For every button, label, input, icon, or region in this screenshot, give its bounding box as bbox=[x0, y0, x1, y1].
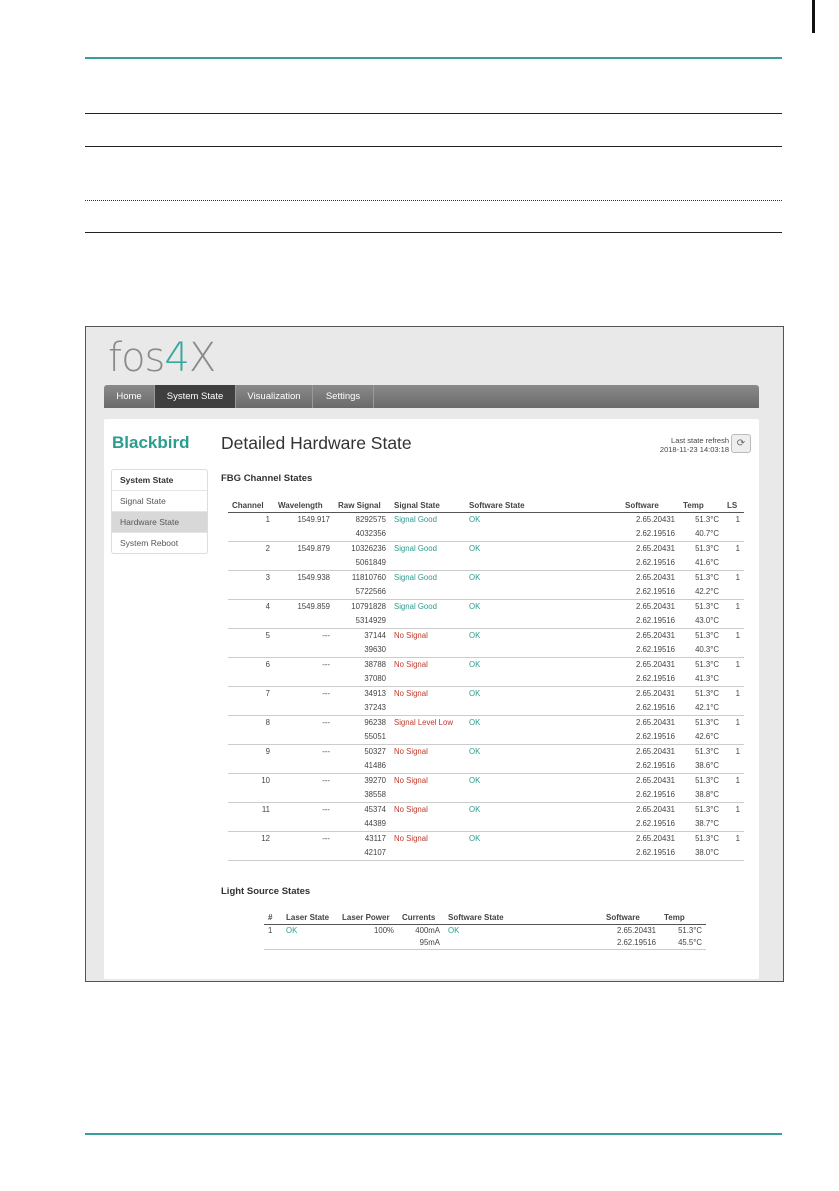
raw-signal-cell: 10326236 5061849 bbox=[351, 544, 386, 567]
light-source-section-title: Light Source States bbox=[221, 886, 311, 897]
raw-signal-cell: 10791828 5314929 bbox=[351, 602, 386, 625]
channel-cell: 5 bbox=[265, 631, 270, 640]
sidebar-item-hardware-state[interactable]: Hardware State bbox=[112, 511, 207, 532]
refresh-time: 2018-11-23 14:03:18 bbox=[659, 445, 729, 454]
table-rule-dotted bbox=[85, 200, 782, 201]
channel-cell: 8 bbox=[265, 718, 270, 727]
table-rule-header bbox=[85, 146, 782, 147]
page-title: Detailed Hardware State bbox=[221, 433, 412, 453]
wavelength-cell: --- bbox=[322, 718, 330, 727]
table-row bbox=[264, 925, 706, 950]
currents-cell: 400mA 95mA bbox=[415, 926, 440, 947]
channel-cell: 11 bbox=[261, 805, 270, 814]
fos4x-logo: fos4X bbox=[108, 335, 216, 381]
software-state-cell: OK bbox=[469, 660, 481, 669]
table-row bbox=[228, 774, 744, 803]
col-header: Software bbox=[602, 910, 660, 925]
software-version-cell: 2.65.20431 2.62.19516 bbox=[635, 776, 675, 799]
software-state-cell: OK bbox=[469, 689, 481, 698]
col-header: Temp bbox=[660, 910, 706, 925]
signal-state-cell: No Signal bbox=[394, 689, 428, 698]
software-state-cell: OK bbox=[469, 515, 481, 524]
channel-cell: 2 bbox=[265, 544, 270, 553]
ls-cell: 1 bbox=[735, 515, 740, 524]
software-version-cell: 2.65.20431 2.62.19516 bbox=[635, 515, 675, 538]
ls-cell: 1 bbox=[735, 573, 740, 582]
temp-cell: 51.3°C 38.6°C bbox=[695, 747, 719, 770]
table-row bbox=[228, 716, 744, 745]
col-header: Wavelength bbox=[274, 499, 334, 513]
raw-signal-cell: 96238 55051 bbox=[364, 718, 386, 741]
table-row bbox=[228, 513, 744, 542]
sidebar-item-signal-state[interactable]: Signal State bbox=[112, 490, 207, 511]
ls-cell: 1 bbox=[735, 631, 740, 640]
software-version-cell: 2.65.20431 2.62.19516 bbox=[635, 631, 675, 654]
raw-signal-cell: 43117 42107 bbox=[364, 834, 386, 857]
channel-cell: 4 bbox=[265, 602, 270, 611]
ls-cell: 1 bbox=[735, 776, 740, 785]
channel-cell: 10 bbox=[261, 776, 270, 785]
channel-cell: 3 bbox=[265, 573, 270, 582]
temp-cell: 51.3°C 45.5°C bbox=[678, 926, 702, 947]
software-version-cell: 2.65.20431 2.62.19516 bbox=[635, 747, 675, 770]
footer-rule bbox=[85, 1133, 782, 1135]
page-edge-mark bbox=[812, 0, 815, 33]
wavelength-cell: 1549.859 bbox=[297, 602, 330, 611]
ls-cell: 1 bbox=[735, 747, 740, 756]
wavelength-cell: --- bbox=[322, 689, 330, 698]
signal-state-cell: No Signal bbox=[394, 660, 428, 669]
ls-cell: 1 bbox=[735, 689, 740, 698]
software-version-cell: 2.65.20431 2.62.19516 bbox=[635, 602, 675, 625]
ls-cell: 1 bbox=[735, 544, 740, 553]
table-rule-bottom bbox=[85, 232, 782, 233]
wavelength-cell: --- bbox=[322, 834, 330, 843]
software-version-cell: 2.65.20431 2.62.19516 bbox=[635, 689, 675, 712]
brand-title: Blackbird bbox=[112, 433, 190, 452]
software-state-cell: OK bbox=[469, 718, 481, 727]
temp-cell: 51.3°C 38.0°C bbox=[695, 834, 719, 857]
raw-signal-cell: 8292575 4032356 bbox=[355, 515, 386, 538]
ls-cell: 1 bbox=[735, 805, 740, 814]
laser-power-cell: 100% bbox=[374, 926, 394, 935]
ls-cell: 1 bbox=[735, 718, 740, 727]
software-state-cell: OK bbox=[469, 631, 481, 640]
nav-home[interactable]: Home bbox=[104, 385, 155, 408]
temp-cell: 51.3°C 40.7°C bbox=[695, 515, 719, 538]
table-row bbox=[228, 629, 744, 658]
table-row bbox=[228, 658, 744, 687]
col-header: # bbox=[264, 910, 282, 925]
channel-cell: 9 bbox=[265, 747, 270, 756]
raw-signal-cell: 39270 38558 bbox=[364, 776, 386, 799]
temp-cell: 51.3°C 42.6°C bbox=[695, 718, 719, 741]
channel-cell: 1 bbox=[265, 515, 270, 524]
wavelength-cell: --- bbox=[322, 631, 330, 640]
wavelength-cell: 1549.879 bbox=[297, 544, 330, 553]
signal-state-cell: Signal Good bbox=[394, 573, 437, 582]
raw-signal-cell: 45374 44389 bbox=[364, 805, 386, 828]
wavelength-cell: 1549.938 bbox=[297, 573, 330, 582]
col-header: Channel bbox=[228, 499, 274, 513]
raw-signal-cell: 50327 41486 bbox=[364, 747, 386, 770]
refresh-icon[interactable]: ⟳ bbox=[731, 434, 751, 453]
temp-cell: 51.3°C 38.8°C bbox=[695, 776, 719, 799]
table-row bbox=[228, 832, 744, 861]
software-state-cell: OK bbox=[448, 926, 460, 935]
sidebar-heading: System State bbox=[120, 475, 174, 485]
col-header: Software State bbox=[465, 499, 621, 513]
wavelength-cell: --- bbox=[322, 660, 330, 669]
ls-cell: 1 bbox=[735, 660, 740, 669]
wavelength-cell: --- bbox=[322, 747, 330, 756]
refresh-label: Last state refresh bbox=[671, 436, 729, 445]
software-state-cell: OK bbox=[469, 805, 481, 814]
raw-signal-cell: 37144 39630 bbox=[364, 631, 386, 654]
wavelength-cell: 1549.917 bbox=[297, 515, 330, 524]
header-rule bbox=[85, 57, 782, 59]
laser-state-cell: OK bbox=[286, 926, 298, 935]
temp-cell: 51.3°C 38.7°C bbox=[695, 805, 719, 828]
col-header: Currents bbox=[398, 910, 444, 925]
col-header: Software State bbox=[444, 910, 602, 925]
fbg-channel-table bbox=[228, 499, 744, 861]
table-rule-top bbox=[85, 113, 782, 114]
table-row bbox=[228, 803, 744, 832]
signal-state-cell: Signal Good bbox=[394, 602, 437, 611]
software-version-cell: 2.65.20431 2.62.19516 bbox=[635, 660, 675, 683]
wavelength-cell: --- bbox=[322, 776, 330, 785]
col-header: LS bbox=[723, 499, 744, 513]
signal-state-cell: No Signal bbox=[394, 834, 428, 843]
last-refresh bbox=[660, 436, 729, 454]
software-state-cell: OK bbox=[469, 776, 481, 785]
software-state-cell: OK bbox=[469, 573, 481, 582]
signal-state-cell: No Signal bbox=[394, 776, 428, 785]
signal-state-cell: Signal Good bbox=[394, 544, 437, 553]
index-cell: 1 bbox=[268, 926, 273, 935]
software-state-cell: OK bbox=[469, 544, 481, 553]
nav-system-state[interactable]: System State bbox=[155, 385, 236, 408]
raw-signal-cell: 38788 37080 bbox=[364, 660, 386, 683]
channel-cell: 6 bbox=[265, 660, 270, 669]
table-row bbox=[228, 571, 744, 600]
temp-cell: 51.3°C 41.6°C bbox=[695, 544, 719, 567]
signal-state-cell: Signal Level Low bbox=[394, 718, 453, 727]
web-ui-screenshot bbox=[85, 326, 784, 982]
col-header: Temp bbox=[679, 499, 723, 513]
software-version-cell: 2.65.20431 2.62.19516 bbox=[635, 718, 675, 741]
main-navbar bbox=[104, 385, 759, 408]
ls-cell: 1 bbox=[735, 602, 740, 611]
table-row bbox=[228, 687, 744, 716]
nav-settings[interactable]: Settings bbox=[313, 385, 374, 408]
signal-state-cell: No Signal bbox=[394, 805, 428, 814]
channel-cell: 12 bbox=[261, 834, 270, 843]
table-row bbox=[228, 600, 744, 629]
software-state-cell: OK bbox=[469, 834, 481, 843]
col-header: Raw Signal bbox=[334, 499, 390, 513]
software-state-cell: OK bbox=[469, 747, 481, 756]
col-header: Laser Power bbox=[338, 910, 398, 925]
fbg-section-title: FBG Channel States bbox=[221, 473, 313, 484]
sidebar-item-system-reboot[interactable]: System Reboot bbox=[112, 532, 207, 553]
software-version-cell: 2.65.20431 2.62.19516 bbox=[616, 926, 656, 947]
raw-signal-cell: 11810760 5722566 bbox=[351, 573, 386, 596]
raw-signal-cell: 34913 37243 bbox=[364, 689, 386, 712]
temp-cell: 51.3°C 43.0°C bbox=[695, 602, 719, 625]
software-state-cell: OK bbox=[469, 602, 481, 611]
software-version-cell: 2.65.20431 2.62.19516 bbox=[635, 573, 675, 596]
signal-state-cell: No Signal bbox=[394, 747, 428, 756]
sidebar bbox=[111, 469, 208, 554]
light-source-table bbox=[264, 910, 706, 950]
temp-cell: 51.3°C 42.2°C bbox=[695, 573, 719, 596]
content-panel bbox=[104, 419, 759, 979]
software-version-cell: 2.65.20431 2.62.19516 bbox=[635, 544, 675, 567]
temp-cell: 51.3°C 41.3°C bbox=[695, 660, 719, 683]
ls-cell: 1 bbox=[735, 834, 740, 843]
wavelength-cell: --- bbox=[322, 805, 330, 814]
signal-state-cell: Signal Good bbox=[394, 515, 437, 524]
software-version-cell: 2.65.20431 2.62.19516 bbox=[635, 834, 675, 857]
software-version-cell: 2.65.20431 2.62.19516 bbox=[635, 805, 675, 828]
col-header: Laser State bbox=[282, 910, 338, 925]
col-header: Signal State bbox=[390, 499, 465, 513]
signal-state-cell: No Signal bbox=[394, 631, 428, 640]
table-row bbox=[228, 542, 744, 571]
table-row bbox=[228, 745, 744, 774]
temp-cell: 51.3°C 40.3°C bbox=[695, 631, 719, 654]
col-header: Software bbox=[621, 499, 679, 513]
temp-cell: 51.3°C 42.1°C bbox=[695, 689, 719, 712]
channel-cell: 7 bbox=[265, 689, 270, 698]
nav-visualization[interactable]: Visualization bbox=[236, 385, 313, 408]
